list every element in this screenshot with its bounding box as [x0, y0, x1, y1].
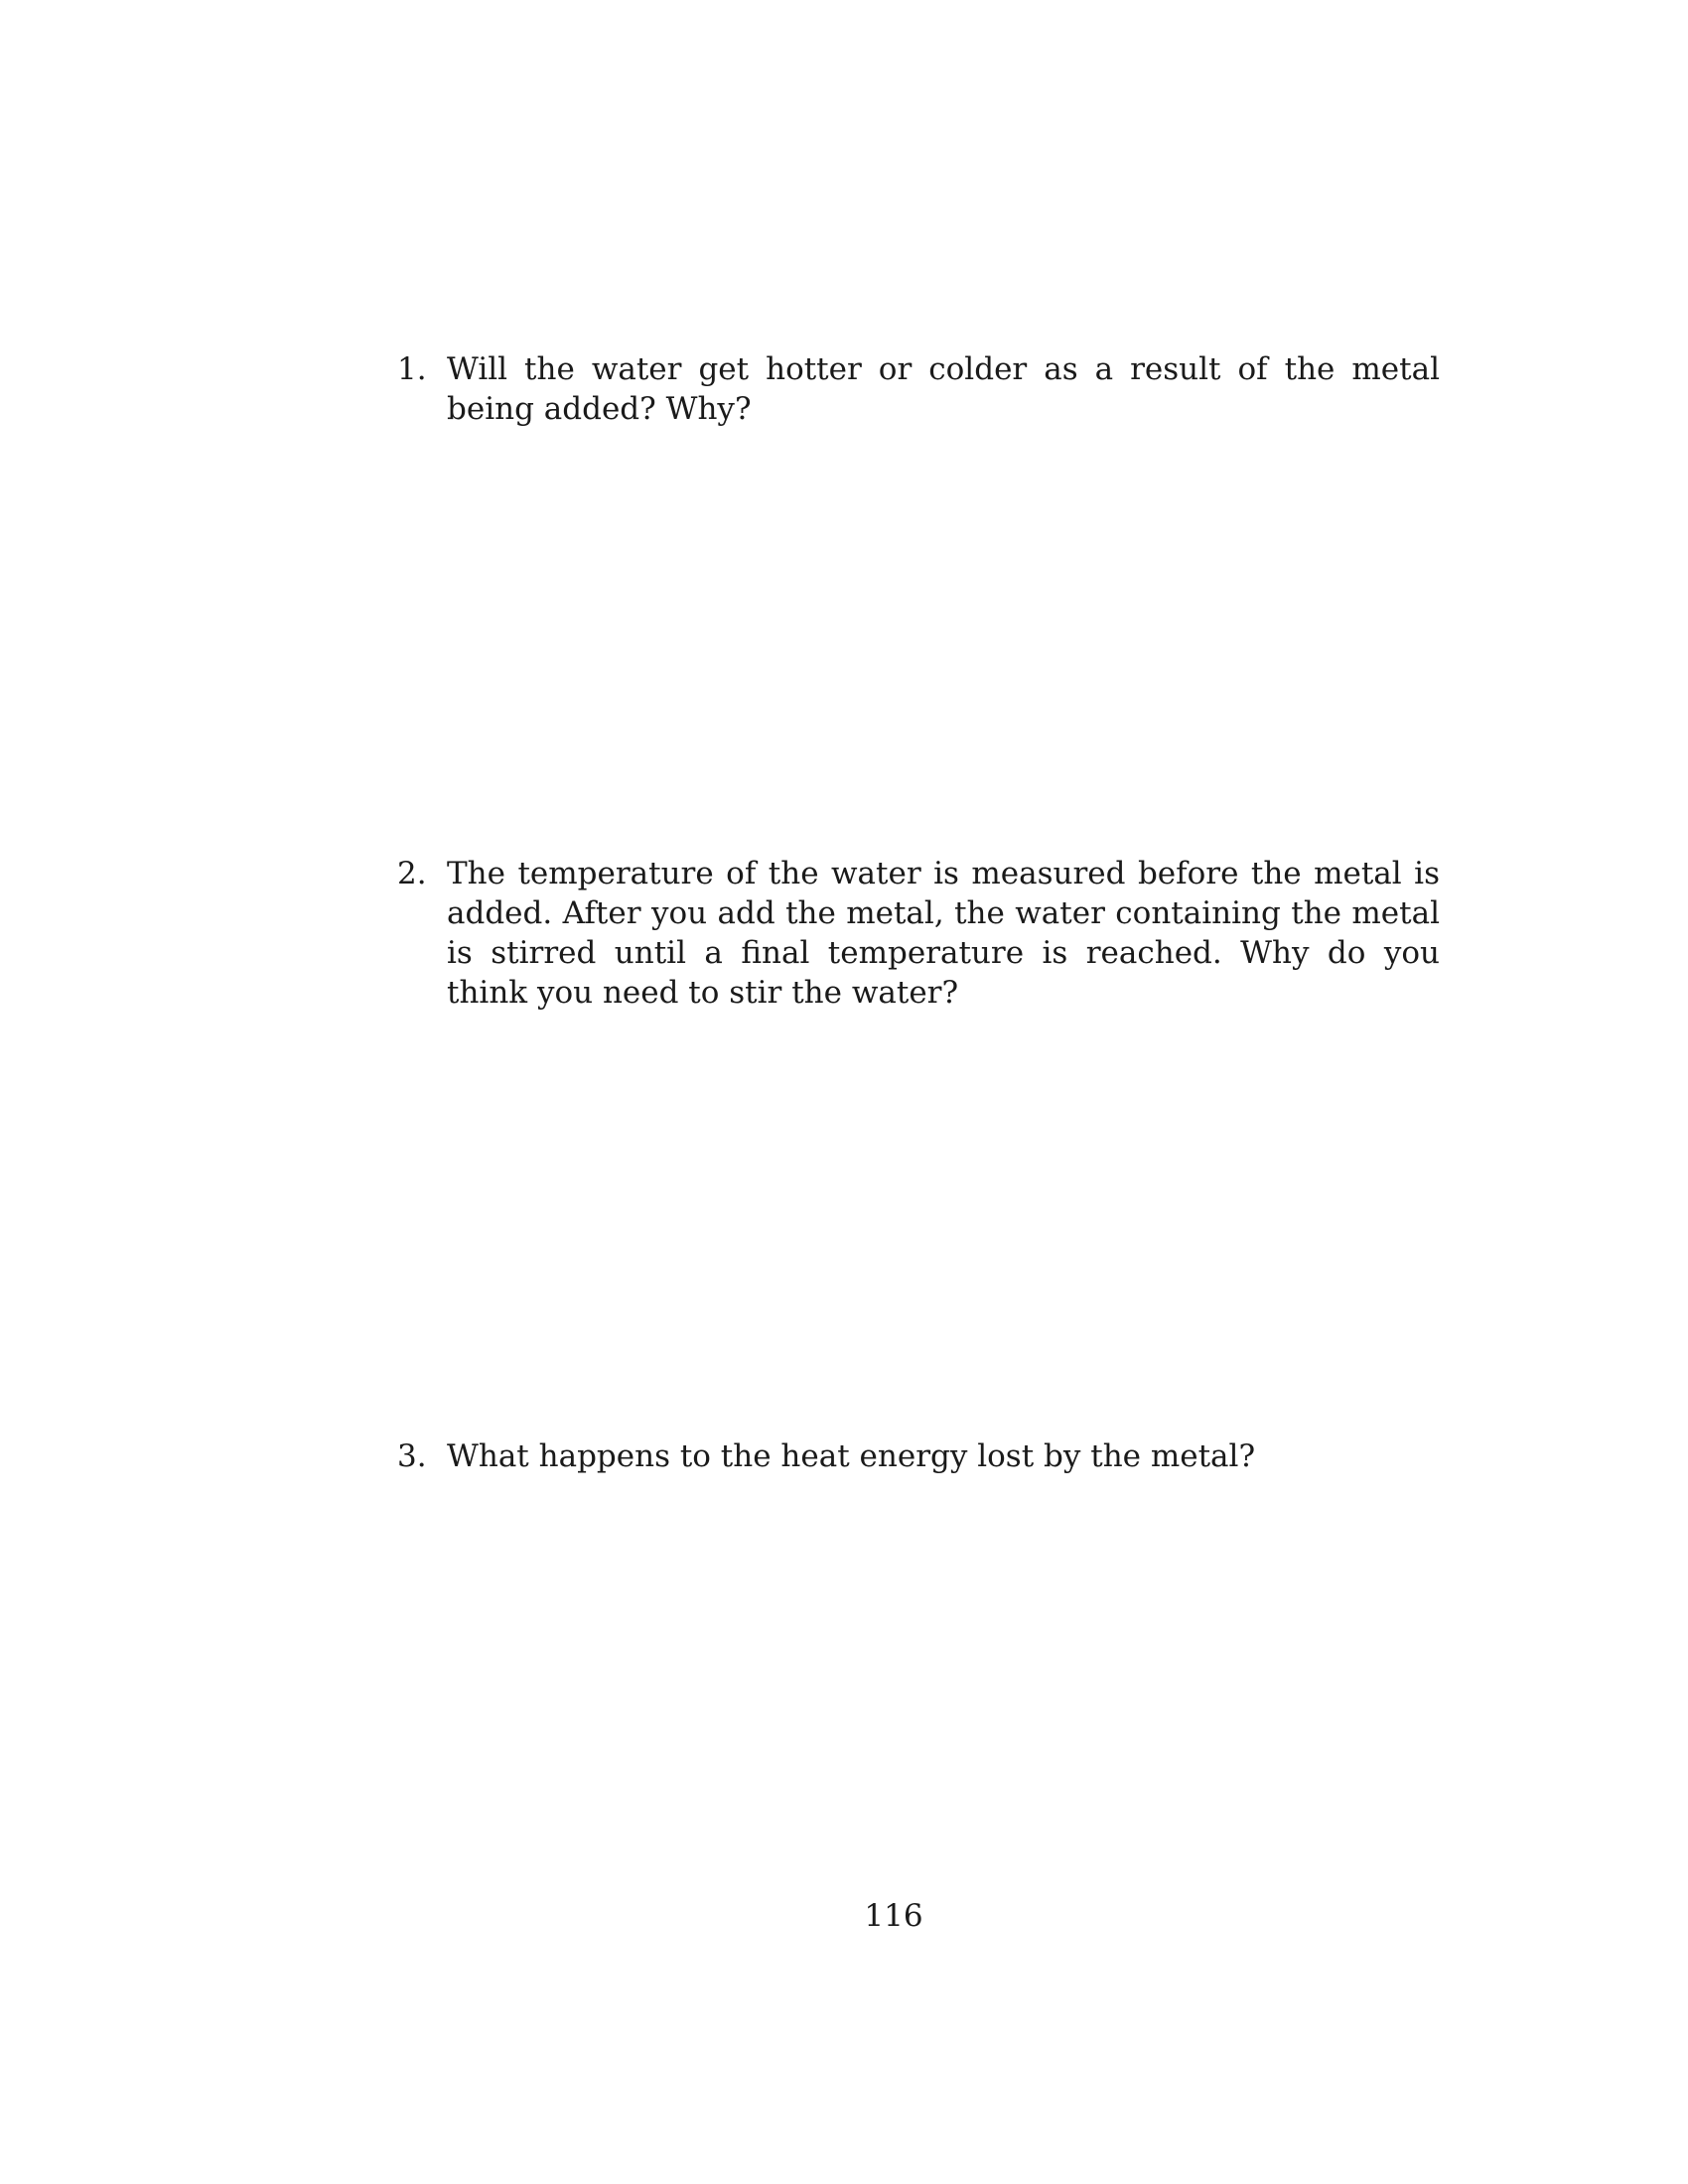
question-2-text: The temperature of the water is measured before the metal is added. After you add the metal, the water containing the metal is stirred until a final temperature is reached. Why do you think you need to stir the water? — [447, 856, 1440, 1011]
question-3 — [397, 1436, 1440, 1476]
question-3-text: What happens to the heat energy lost by the metal? — [447, 1438, 1256, 1474]
question-3-number: 3. — [397, 1438, 427, 1474]
question-1-text: Will the water get hotter or colder as a result of the metal being added? Why? — [447, 351, 1440, 427]
question-1 — [397, 349, 1440, 429]
page-number: 116 — [864, 1898, 923, 1934]
question-2-number: 2. — [397, 856, 427, 891]
question-1-number: 1. — [397, 351, 427, 387]
question-2 — [397, 854, 1440, 1013]
